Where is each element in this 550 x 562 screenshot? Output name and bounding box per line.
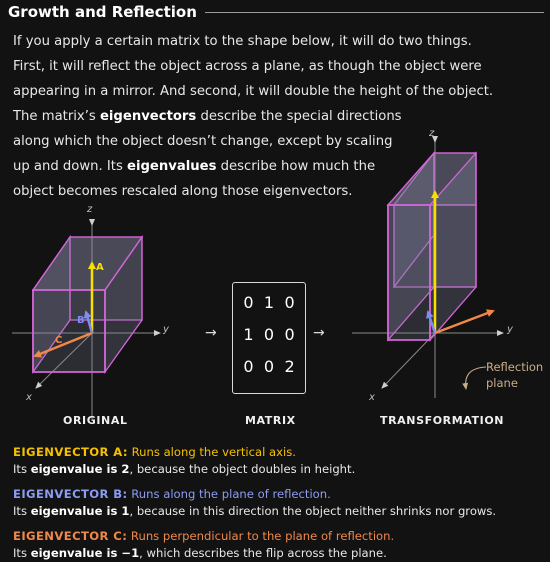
- eigenvector-c-block: [13, 528, 394, 562]
- eigenvector-a-text: Its: [13, 462, 31, 476]
- reflection-plane-label-line-2: plane: [486, 376, 518, 390]
- eigenvector-a-desc: Runs along the vertical axis.: [127, 445, 296, 459]
- eigenvector-a-line-2: [13, 461, 355, 478]
- original-cube: [33, 237, 142, 372]
- matrix-cell: 0: [263, 357, 275, 376]
- original-y-axis-label: y: [163, 324, 169, 335]
- eigenvector-b-line-2: [13, 503, 496, 520]
- eigenvector-b-desc: Runs along the plane of reflection.: [127, 487, 331, 501]
- eigenvector-b-block: [13, 486, 496, 520]
- eigenvector-c-line-1: [13, 528, 394, 545]
- plane-pointer: [466, 367, 486, 389]
- eigenvector-b-line-1: [13, 486, 496, 503]
- transformed-y-axis-label: y: [507, 324, 513, 335]
- intro-eigenvectors-term: eigenvectors: [99, 109, 197, 124]
- arrow-right-icon: →: [313, 325, 325, 341]
- intro-text: describe how much the: [216, 159, 376, 174]
- eigenvector-b-text: Its: [13, 504, 31, 518]
- page-title: Growth and Reflection: [8, 3, 197, 21]
- eigenvector-c-eigenvalue: eigenvalue is −1: [30, 546, 140, 560]
- intro-line-3: appearing in a mirror. And second, it will double the height of the object.: [13, 84, 494, 99]
- eigenvector-a-text: , because the object doubles in height.: [129, 462, 356, 476]
- intro-line-1: If you apply a certain matrix to the shape below, it will do two things.: [13, 34, 472, 49]
- transformed-z-axis-label: z: [429, 128, 435, 139]
- matrix-cell: 2: [284, 357, 295, 376]
- eigenvector-a-block: [13, 444, 355, 478]
- original-z-axis-label: z: [87, 204, 93, 215]
- eigenvector-c-name: EIGENVECTOR C:: [13, 529, 128, 543]
- intro-text: up and down. Its: [13, 159, 128, 174]
- vector-c-label: C: [55, 335, 63, 346]
- arrow-right-icon: →: [205, 325, 217, 341]
- eigenvector-b-name: EIGENVECTOR B:: [13, 487, 128, 501]
- caption-matrix: MATRIX: [245, 414, 296, 427]
- caption-transformation: TRANSFORMATION: [380, 414, 505, 427]
- intro-text: The matrix’s: [13, 109, 100, 124]
- matrix-cell: 0: [284, 325, 295, 344]
- eigenvector-c-text: , which describes the flip across the plane.: [139, 546, 387, 560]
- transformed-x-axis-label: x: [369, 392, 375, 403]
- matrix-row-2: [233, 325, 305, 344]
- transformed-box: [388, 153, 476, 340]
- intro-line-2: First, it will reflect the object across a plane, as though the object were: [13, 59, 482, 74]
- caption-original: ORIGINAL: [63, 414, 128, 427]
- matrix-cell: 0: [243, 357, 254, 376]
- vector-b-label: B: [77, 315, 85, 326]
- eigenvector-a-name: EIGENVECTOR A:: [13, 445, 128, 459]
- intro-text: describe the special directions: [196, 109, 402, 124]
- eigenvector-a-eigenvalue: eigenvalue is 2: [30, 462, 130, 476]
- eigenvector-c-desc: Runs perpendicular to the plane of reflection.: [127, 529, 395, 543]
- eigenvector-c-text: Its: [13, 546, 31, 560]
- intro-line-7: object becomes rescaled along those eigenvectors.: [13, 184, 353, 199]
- eigenvector-c-line-2: [13, 545, 394, 562]
- matrix-row-1: [233, 293, 305, 312]
- reflection-plane-label-line-1: Reflection: [486, 360, 544, 374]
- matrix-cell: 1: [263, 293, 275, 312]
- transformation-figure: [352, 142, 503, 398]
- matrix-cell: 0: [243, 293, 254, 312]
- vector-a-label: A: [96, 262, 104, 273]
- intro-eigenvalues-term: eigenvalues: [127, 159, 217, 174]
- intro-line-5: along which the object doesn’t change, except by scaling: [13, 134, 393, 149]
- eigenvector-b-eigenvalue: eigenvalue is 1: [30, 504, 130, 518]
- matrix-box: [232, 282, 306, 394]
- reflection-plane-label: [486, 359, 543, 391]
- matrix-cell: 0: [263, 325, 275, 344]
- original-x-axis-label: x: [26, 392, 32, 403]
- eigenvector-a-line-1: [13, 444, 355, 461]
- original-figure: [12, 225, 160, 420]
- matrix-row-3: [233, 357, 305, 376]
- matrix-cell: 0: [284, 293, 295, 312]
- eigenvector-b-text: , because in this direction the object neither shrinks nor grows.: [129, 504, 497, 518]
- matrix-cell: 1: [243, 325, 254, 344]
